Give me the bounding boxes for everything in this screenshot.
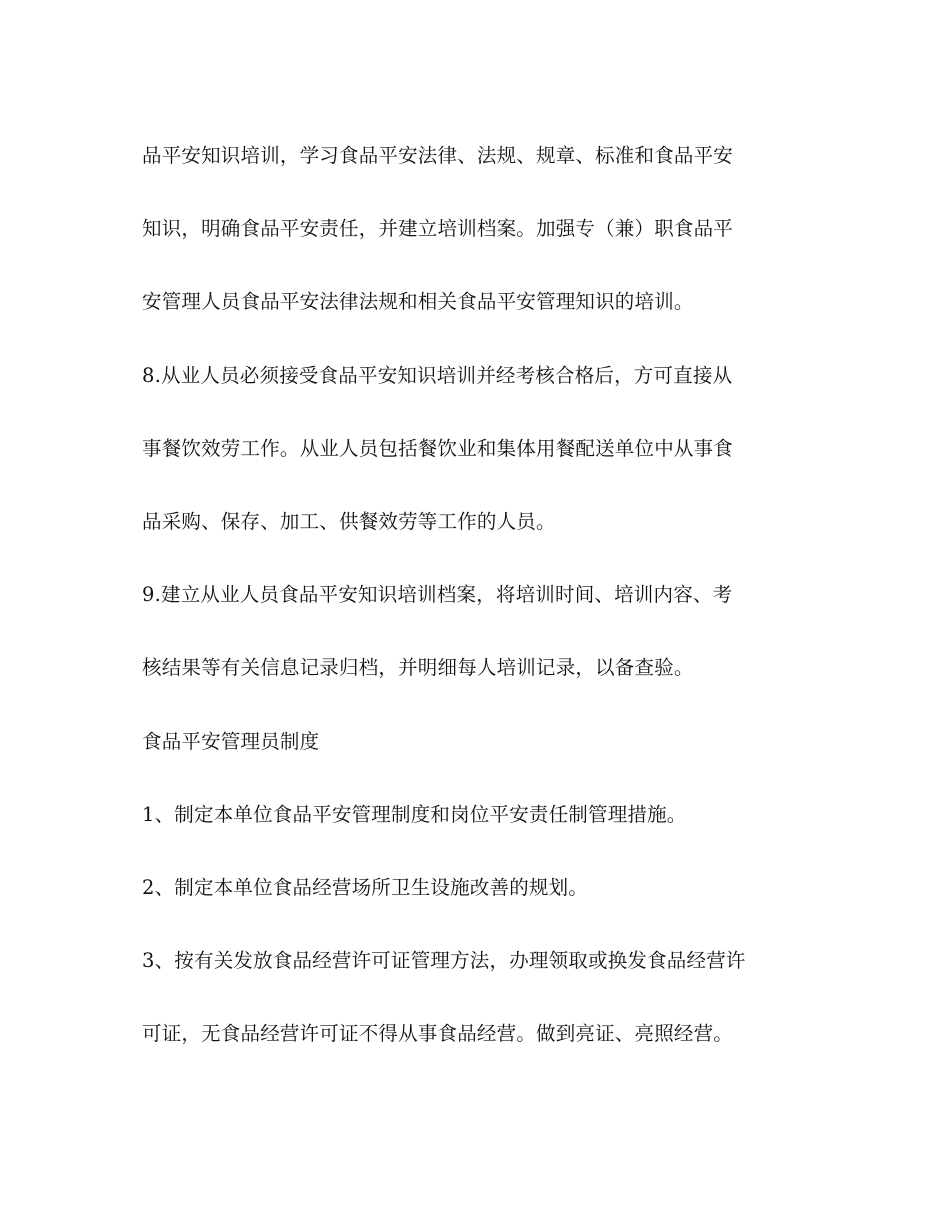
section-heading: 食品平安管理员制度 [142,729,320,753]
text-line: 8.从业人员必须接受食品平安知识培训并经考核合格后，方可直接从 [142,363,733,387]
text-line: 品采购、保存、加工、供餐效劳等工作的人员。 [142,509,556,533]
text-line: 事餐饮效劳工作。从业人员包括餐饮业和集体用餐配送单位中从事食 [142,436,734,460]
text-line: 3、按有关发放食品经营许可证管理方法，办理领取或换发食品经营许 [142,949,746,973]
text-line: 2、制定本单位食品经营场所卫生设施改善的规划。 [142,875,589,899]
text-line: 可证，无食品经营许可证不得从事食品经营。做到亮证、亮照经营。 [142,1022,734,1046]
text-line: 安管理人员食品平安法律法规和相关食品平安管理知识的培训。 [142,290,694,314]
text-line: 知识，明确食品平安责任，并建立培训档案。加强专（兼）职食品平 [142,217,734,241]
text-line: 核结果等有关信息记录归档，并明细每人培训记录，以备查验。 [142,656,694,680]
text-line: 9.建立从业人员食品平安知识培训档案，将培训时间、培训内容、考 [142,583,733,607]
text-line: 1、制定本单位食品平安管理制度和岗位平安责任制管理措施。 [142,802,687,826]
text-line: 品平安知识培训，学习食品平安法律、法规、规章、标准和食品平安 [142,144,734,167]
document-body [142,136,832,1087]
